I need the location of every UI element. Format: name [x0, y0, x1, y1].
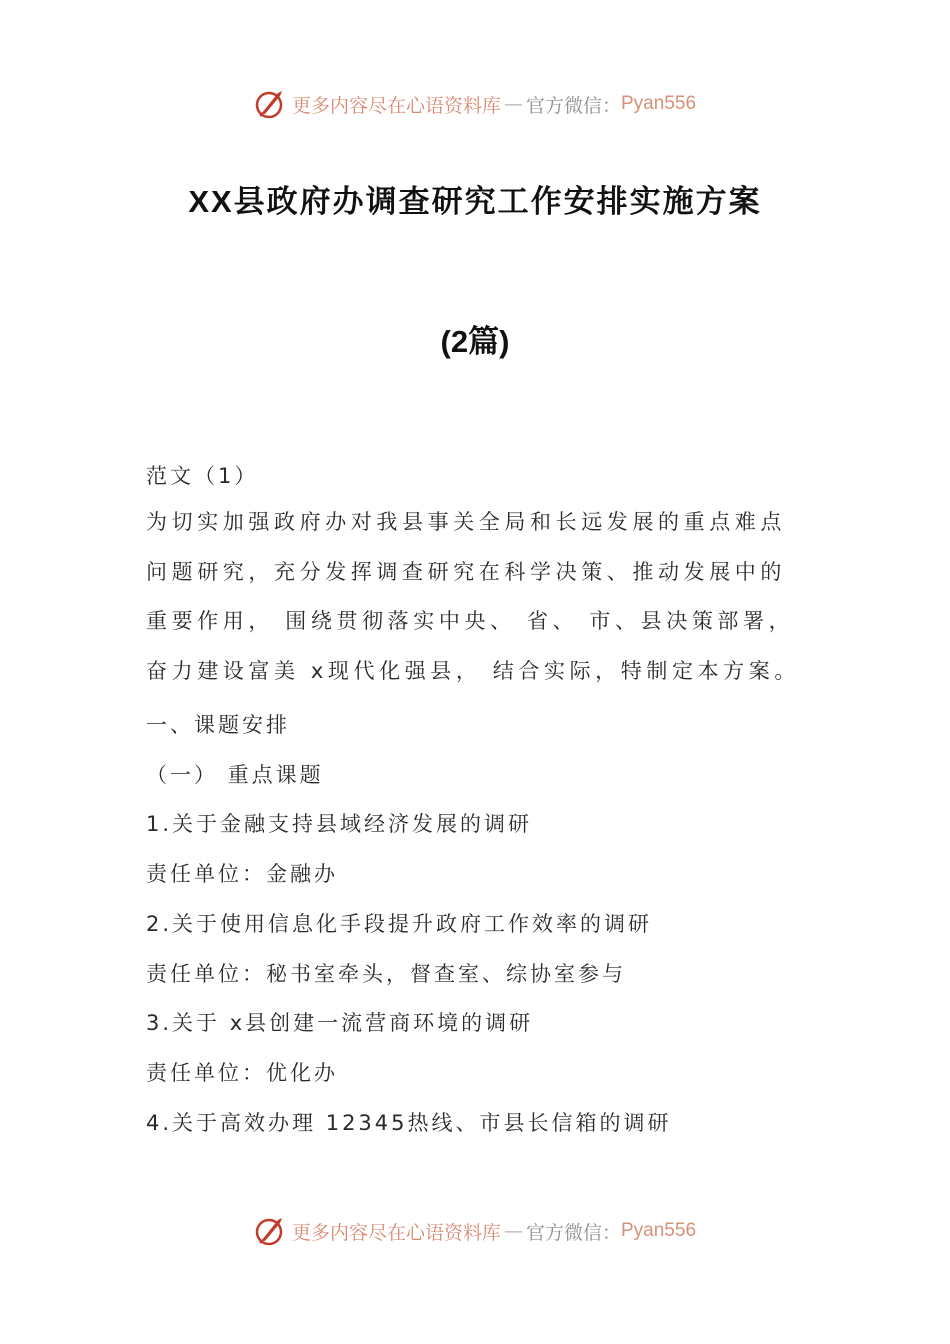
watermark-separator: — — [503, 93, 523, 115]
watermark-wechat-label: 官方微信： — [525, 1221, 621, 1244]
watermark-footer — [0, 1211, 950, 1251]
sample-label: 范文（1） — [146, 464, 259, 488]
item-unit: 责任单位：秘书室牵头，督查室、综协室参与 — [146, 962, 626, 986]
item-topic: 4.关于高效办理 12345热线、市县长信箱的调研 — [146, 1111, 672, 1135]
watermark-wechat-id: Pyan556 — [621, 1220, 697, 1241]
watermark-separator: — — [503, 1220, 523, 1242]
intro-paragraph: 为切实加强政府办对我县事关全局和长远发展的重点难点问题研究，充分发挥调查研究在科学决策、推动发展中的重要作用， 围绕贯彻落实中央、 省、 市、县决策部署，奋力建设富美 x现代化强县， 结合实际，特制定本方案。 — [146, 510, 800, 683]
item-topic: 3.关于 x县创建一流营商环境的调研 — [146, 1011, 534, 1035]
item-unit: 责任单位：金融办 — [146, 862, 338, 886]
document-title: XX县政府办调查研究工作安排实施方案 — [188, 184, 762, 219]
item-topic: 2.关于使用信息化手段提升政府工作效率的调研 — [146, 912, 653, 936]
quill-logo-icon — [254, 1214, 288, 1248]
watermark-wechat-label: 官方微信： — [525, 94, 621, 117]
section-heading: 一、课题安排 — [146, 713, 290, 737]
item-unit: 责任单位：优化办 — [146, 1061, 338, 1085]
quill-logo-icon — [254, 87, 288, 121]
subsection-heading: （一） 重点课题 — [146, 763, 324, 787]
document-subtitle: (2篇) — [440, 324, 510, 359]
watermark-wechat-id: Pyan556 — [621, 93, 697, 114]
watermark-header — [0, 84, 950, 124]
item-topic: 1.关于金融支持县域经济发展的调研 — [146, 812, 533, 836]
watermark-brand: 更多内容尽在心语资料库 — [291, 1221, 501, 1244]
watermark-brand: 更多内容尽在心语资料库 — [291, 94, 501, 117]
